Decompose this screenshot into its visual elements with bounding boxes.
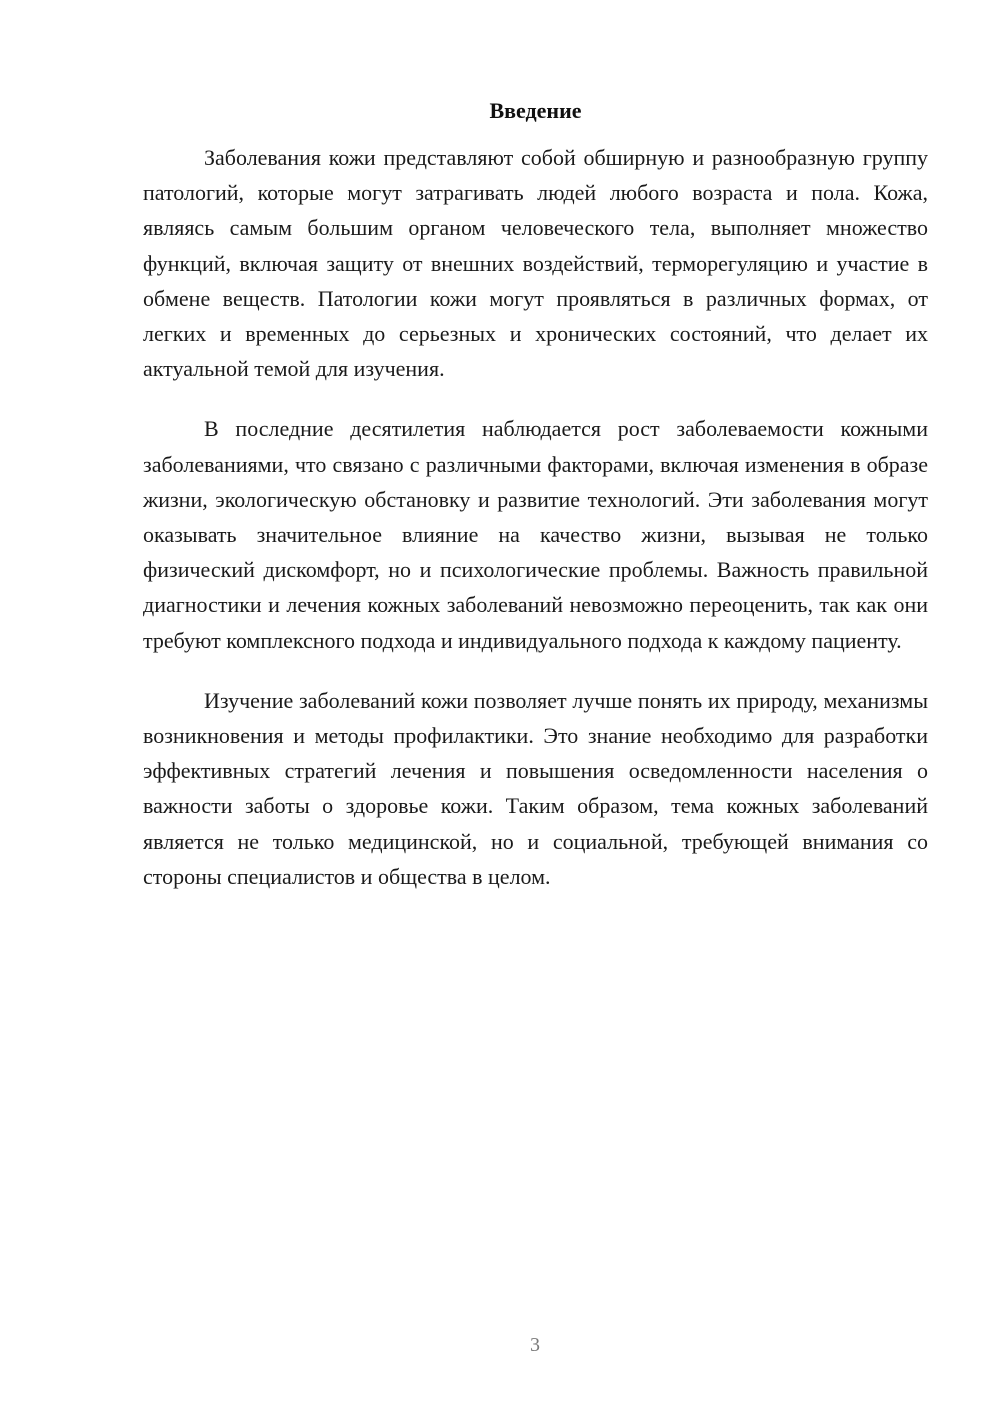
paragraph-3: Изучение заболеваний кожи позволяет лучше понять их природу, механизмы возникновения и методы профилактики. Это знание необходимо для разработки эффективных стратегий лечения и повышения осведомленности населения о важности заботы о здоровье кожи. Таким образом, тема кожных заболеваний является не только медицинской, но и социальной, требующей внимания со стороны специалистов и общества в целом. (143, 687, 928, 889)
paragraph-2: В последние десятилетия наблюдается рост заболеваемости кожными заболеваниями, что связано с различными факторами, включая изменения в образе жизни, экологическую обстановку и развитие технологий. Эти заболевания могут оказывать значительное влияние на качество жизни, вызывая не только физический дискомфорт, но и психологические проблемы. Важность правильной диагностики и лечения кожных заболеваний невозможно переоценить, так как они требуют комплексного подхода и индивидуального подхода к каждому пациенту. (143, 416, 928, 653)
page-number: 3 (530, 1334, 540, 1356)
paragraph-1: Заболевания кожи представляют собой обширную и разнообразную группу патологий, которые могут затрагивать людей любого возраста и пола. Кожа, являясь самым большим органом человеческого тела, выполняет множество функций, включая защиту от внешних воздействий, терморегуляцию и участие в обмене веществ. Патологии кожи могут проявляться в различных формах, от легких и временных до серьезных и хронических состояний, что делает их актуальной темой для изучения. (143, 145, 928, 382)
page-content (143, 96, 928, 919)
section-title: Введение (489, 98, 582, 123)
